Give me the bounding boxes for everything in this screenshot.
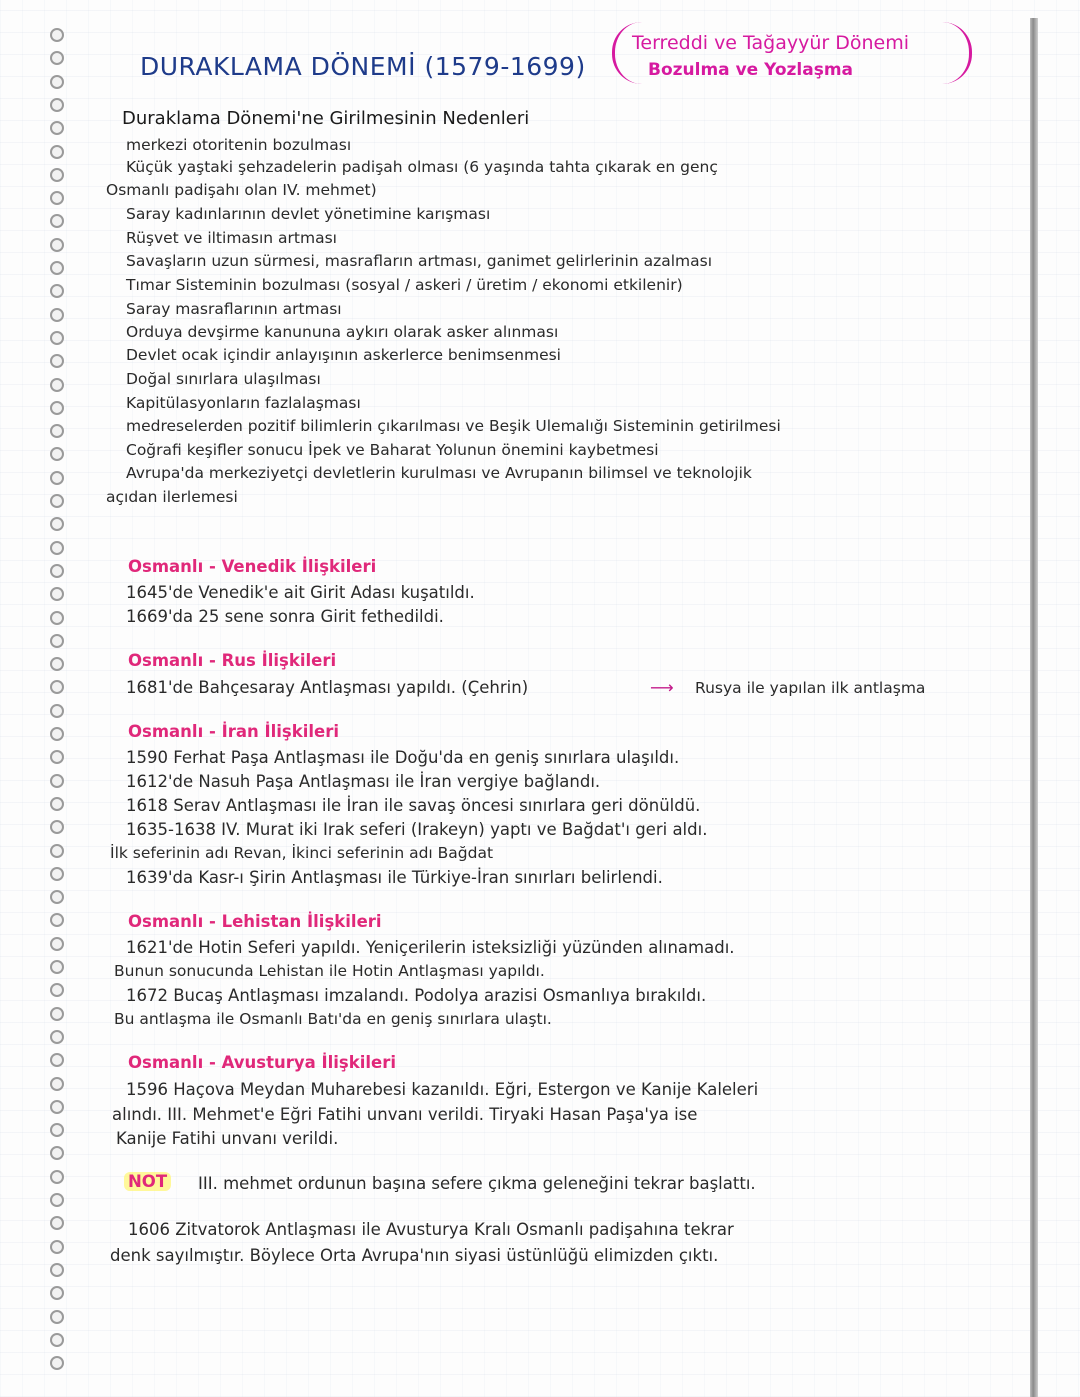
binding-ring <box>50 261 64 275</box>
rus-arrow-note: Rusya ile yapılan ilk antlaşma <box>695 679 926 697</box>
reason-item: Doğal sınırlara ulaşılması <box>126 370 321 388</box>
binding-ring <box>50 145 64 159</box>
reason-item: Saray masraflarının artması <box>126 300 342 318</box>
iran-line: 1639'da Kasr-ı Şirin Antlaşması ile Türkiye-İran sınırları belirlendi. <box>126 868 663 887</box>
binding-ring <box>50 680 64 694</box>
zitvatorok-line: 1606 Zitvatorok Antlaşması ile Avusturya Kralı Osmanlı padişahına tekrar <box>128 1220 734 1239</box>
reason-item: Devlet ocak içindir anlayışının askerlerce benimsenmesi <box>126 346 561 364</box>
lehistan-heading: Osmanlı - Lehistan İlişkileri <box>128 912 382 931</box>
binding-ring <box>50 1263 64 1277</box>
iran-heading: Osmanlı - İran İlişkileri <box>128 722 340 741</box>
binding-ring <box>50 983 64 997</box>
lehistan-line: 1621'de Hotin Seferi yapıldı. Yeniçerilerin isteksizliği yüzünden alınamadı. <box>126 938 735 957</box>
binding-ring <box>50 1100 64 1114</box>
binding-ring <box>50 28 64 42</box>
binding-ring <box>50 1216 64 1230</box>
binding-ring <box>50 774 64 788</box>
binding-ring <box>50 284 64 298</box>
binding-ring <box>50 121 64 135</box>
avusturya-heading: Osmanlı - Avusturya İlişkileri <box>128 1053 397 1072</box>
binding-ring <box>50 1007 64 1021</box>
spiral-binding <box>48 28 70 1388</box>
binding-ring <box>50 494 64 508</box>
binding-ring <box>50 308 64 322</box>
reason-item: açıdan ilerlemesi <box>106 488 238 506</box>
binding-ring <box>50 1333 64 1347</box>
binding-ring <box>50 890 64 904</box>
page-title: DURAKLAMA DÖNEMİ (1579-1699) <box>140 52 586 81</box>
binding-ring <box>50 331 64 345</box>
binding-ring <box>50 564 64 578</box>
binding-ring <box>50 727 64 741</box>
binding-ring <box>50 1310 64 1324</box>
venedik-line: 1645'de Venedik'e ait Girit Adası kuşatıldı. <box>126 583 475 602</box>
avusturya-line: 1596 Haçova Meydan Muharebesi kazanıldı. Eğri, Estergon ve Kanije Kaleleri <box>126 1080 759 1099</box>
venedik-line: 1669'da 25 sene sonra Girit fethedildi. <box>126 607 444 626</box>
lehistan-line: Bunun sonucunda Lehistan ile Hotin Antlaşması yapıldı. <box>114 962 545 980</box>
reason-item: Tımar Sisteminin bozulması (sosyal / askeri / üretim / ekonomi etkilenir) <box>126 276 683 294</box>
title-note-line2: Bozulma ve Yozlaşma <box>648 60 854 80</box>
reason-item: Saray kadınlarının devlet yönetimine karışması <box>126 205 491 223</box>
binding-ring <box>50 471 64 485</box>
venedik-heading: Osmanlı - Venedik İlişkileri <box>128 557 377 576</box>
binding-ring <box>50 1123 64 1137</box>
binding-ring <box>50 51 64 65</box>
binding-ring <box>50 750 64 764</box>
page-edge <box>1030 18 1038 1397</box>
binding-ring <box>50 867 64 881</box>
binding-ring <box>50 424 64 438</box>
binding-ring <box>50 354 64 368</box>
binding-ring <box>50 447 64 461</box>
zitvatorok-line: denk sayılmıştır. Böylece Orta Avrupa'nın siyasi üstünlüğü elimizden çıktı. <box>110 1246 719 1265</box>
binding-ring <box>50 797 64 811</box>
binding-ring <box>50 1193 64 1207</box>
binding-ring <box>50 214 64 228</box>
not-text: III. mehmet ordunun başına sefere çıkma geleneğini tekrar başlattı. <box>198 1174 756 1193</box>
reason-item: Orduya devşirme kanununa aykırı olarak asker alınması <box>126 323 559 341</box>
binding-ring <box>50 937 64 951</box>
reason-item: Küçük yaştaki şehzadelerin padişah olması (6 yaşında tahta çıkarak en genç <box>126 158 718 176</box>
lehistan-line: Bu antlaşma ile Osmanlı Batı'da en geniş sınırlara ulaştı. <box>114 1010 552 1028</box>
binding-ring <box>50 1030 64 1044</box>
iran-line: 1612'de Nasuh Paşa Antlaşması ile İran vergiye bağlandı. <box>126 772 601 791</box>
not-label-highlight: NOT <box>124 1172 171 1191</box>
binding-ring <box>50 541 64 555</box>
binding-ring <box>50 191 64 205</box>
binding-ring <box>50 657 64 671</box>
binding-ring <box>50 820 64 834</box>
binding-ring <box>50 1146 64 1160</box>
reason-item: medreselerden pozitif bilimlerin çıkarılması ve Beşik Ulemalığı Sisteminin getirilmesi <box>126 417 781 435</box>
binding-ring <box>50 1170 64 1184</box>
binding-ring <box>50 517 64 531</box>
iran-line: 1618 Serav Antlaşması ile İran ile savaş öncesi sınırlara geri dönüldü. <box>126 796 701 815</box>
not-label <box>124 1172 171 1191</box>
binding-ring <box>50 401 64 415</box>
binding-ring <box>50 634 64 648</box>
reason-item: merkezi otoritenin bozulması <box>126 136 352 154</box>
binding-ring <box>50 587 64 601</box>
binding-ring <box>50 1286 64 1300</box>
binding-ring <box>50 913 64 927</box>
binding-ring <box>50 98 64 112</box>
binding-ring <box>50 1356 64 1370</box>
iran-line: 1635-1638 IV. Murat iki Irak seferi (Irakeyn) yaptı ve Bağdat'ı geri aldı. <box>126 820 708 839</box>
binding-ring <box>50 704 64 718</box>
title-note-line1: Terreddi ve Tağayyür Dönemi <box>632 32 910 54</box>
iran-line: 1590 Ferhat Paşa Antlaşması ile Doğu'da en geniş sınırlara ulaşıldı. <box>126 748 680 767</box>
binding-ring <box>50 611 64 625</box>
reason-item: Rüşvet ve iltimasın artması <box>126 229 337 247</box>
binding-ring <box>50 238 64 252</box>
binding-ring <box>50 844 64 858</box>
reason-item: Savaşların uzun sürmesi, masrafların artması, ganimet gelirlerinin azalması <box>126 252 713 270</box>
iran-line: İlk seferinin adı Revan, İkinci seferinin adı Bağdat <box>110 844 494 862</box>
binding-ring <box>50 1053 64 1067</box>
binding-ring <box>50 1077 64 1091</box>
avusturya-line: alındı. III. Mehmet'e Eğri Fatihi unvanı verildi. Tiryaki Hasan Paşa'ya ise <box>112 1105 698 1124</box>
binding-ring <box>50 1240 64 1254</box>
arrow-icon: ⟶ <box>650 678 674 697</box>
binding-ring <box>50 75 64 89</box>
reason-item: Kapitülasyonların fazlalaşması <box>126 394 361 412</box>
reason-item: Coğrafi keşifler sonucu İpek ve Baharat Yolunun önemini kaybetmesi <box>126 441 659 459</box>
rus-line: 1681'de Bahçesaray Antlaşması yapıldı. (Çehrin) <box>126 678 529 697</box>
reason-item: Avrupa'da merkeziyetçi devletlerin kurulması ve Avrupanın bilimsel ve teknolojik <box>126 464 752 482</box>
rus-heading: Osmanlı - Rus İlişkileri <box>128 651 337 670</box>
reason-item: Osmanlı padişahı olan IV. mehmet) <box>106 181 377 199</box>
lehistan-line: 1672 Bucaş Antlaşması imzalandı. Podolya arazisi Osmanlıya bırakıldı. <box>126 986 707 1005</box>
binding-ring <box>50 378 64 392</box>
reasons-heading: Duraklama Dönemi'ne Girilmesinin Nedenleri <box>122 108 530 129</box>
binding-ring <box>50 960 64 974</box>
avusturya-line: Kanije Fatihi unvanı verildi. <box>116 1129 339 1148</box>
binding-ring <box>50 168 64 182</box>
